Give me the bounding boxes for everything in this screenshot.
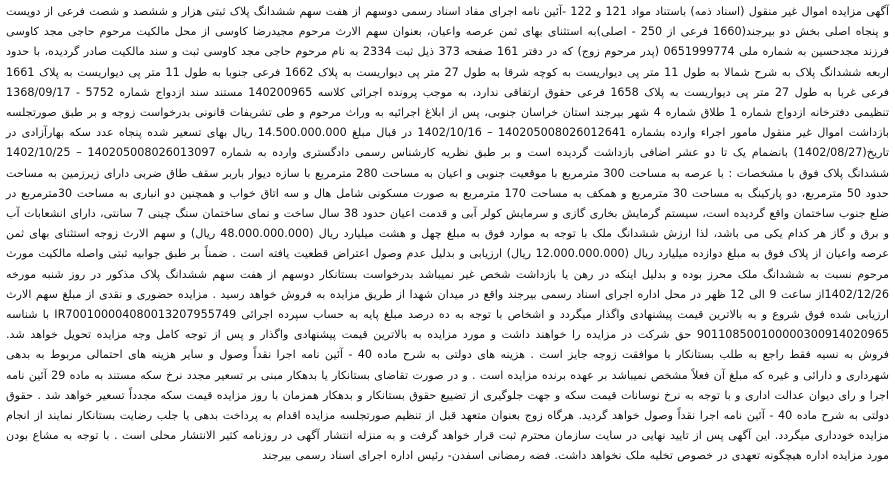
auction-notice-text: آگهی مزایده اموال غیر منقول (اسناد ذمه) باستناد مواد 121 و 122 -آئین نامه اجرای مفاد اسناد رسمی دوسهم از هفت سهم ششدانگ پلاک ثبتی هزار و ششصد و شصت فرعی از دویست و پنجاه اصلی بخش دو بیرجند(1660 فرعی از 250 - اصلی)به استثنای بهای ثمن عرصه واعیان، بعنوان سهم الارث مرحوم مجیدرضا کاوسی از محل مالکیت مرحوم حاجی مجد کاوسی فرزند مجدحسین به شماره ملی 0651999774 (پدر مرحوم زوج) که در دفتر 161 صفحه 373 ذیل ثبت 2334 به نام مرحوم حاجی مجد کاوسی ثبت و سند مالکیت صادر گردیده، با حدود اربعه ششدانگ پلاک به شرح شمالا به طول 11 متر پی دیواریست به کوچه شرقا به طول 27 متر پی دیواریست به پلاک 1662 فرعی جنوبا به طول 11 متر پی دیواریست به پلاک 1661 فرعی غربا به طول 27 متر پی دیواریست به پلاک 1658 فرعی حقوق ارتفاقی ندارد، به موجب پرونده اجرائی کلاسه 140200965 مستند سند ازدواج شماره 5752 - 1368/09/17 تنظیمی دفترخانه ازدواج شماره 1 طلاق شماره 4 شهر بیرجند استان خراسان جنوبی، پس از ابلاغ اجرائیه به وراث مرحوم و طی تشریفات قانونی بدرخواست زوجه و بر طبق صورتجلسه بازداشت اموال غیر منقول مامور اجراء وارده بشماره 140205008026012641 – 1402/10/16 در قبال مبلغ 14.500.000.000 ریال بهای تسعیر شده پنجاه عدد سکه بهارآزادی در تاریخ(1402/08/27) بانضمام یک تا دو عشر اضافی بازداشت گردیده است و بر طبق نظریه کارشناس رسمی دادگستری وارده به شماره 140205008026013097 – 1402/10/25 ششدانگ پلاک فوق با مشخصات : با عرصه به مساحت 300 مترمربع با موقعیت جنوبی و اعیان به مساحت 280 مترمربع با سازه دیوار باربر سقف طاق ضربی دارای زیرزمین به مساحت حدود 50 مترمربع، دو پارکینگ به مساحت 30 مترمربع و همکف به مساحت 170 مترمربع به صورت مسکونی شامل هال و سه اتاق خواب و همچنین دو انباری به مساحت 30مترمربع در ضلع جنوب ساختمان واقع گردیده است، سیستم گرمایش بخاری گازی و سرمایش کولر آبی و قدمت اعیان حدود 38 سال ساخت و نمای ساختمان سنگ چینی 7 سانتی، دارای انشعابات آب و برق و گاز هر کدام یکی می باشد، لذا ارزش ششدانگ ملک با توجه به موارد فوق به مبلغ چهل و هشت میلیارد ریال (48.000.000.000 ریال) و سهم الارث زوجه استثنای بهای ثمن عرصه واعیان از پلاک فوق به مبلغ دوازده میلیارد ریال (12.000.000.000 ریال) ارزیابی و بدلیل عدم وصول اعتراض قطعیت یافته است . ضمناً بر طبق جوابیه ثبتی واصله مالکیت مورث مرحوم نسبت به ششدانگ ملک محرز بوده و بدلیل اینکه در رهن یا بازداشت شخص غیر نمیباشد بدرخواست بستانکار دوسهم از هفت سهم ششدانگ پلاک مذکور در روز شنبه مورخه 1402/12/26از ساعت 9 الی 12 ظهر در محل اداره اجرای اسناد رسمی بیرجند واقع در میدان شهدا از طریق مزایده به فروش خواهد رسید . مزایده حضوری و نقدی از مبلغ سهم الارث ارزیابی شده فوق شروع و به بالاترین قیمت پیشنهادی واگذار میگردد و اشخاص با توجه به ده درصد مبلغ پایه به حساب سپرده اجرائی IR700100004080013207955749 با شناسه 901108500100000300914020965 حق شرکت در مزایده را خواهند داشت و مورد مزایده به بالاترین قیمت پیشنهادی واگذار و پس از توجه کامل وجه مزایده تحویل خواهد شد. فروش به نسیه فقط راجع به طلب بستانکار با موافقت زوجه جایز است . هزینه های دولتی به شرح ماده 40 - آئین نامه اجرا نقداً وصول و سایر هزینه های احتمالی مربوط به بدهی شهرداری و دارائی و غیره که مبلغ آن فعلاً مشخص نمیباشد بر عهده برنده مزایده است . و در صورت تقاضای بستانکار یا بدهکار مبنی بر تسعیر مجدد نرخ سکه مستند به ماده 29 آئین نامه اجرا و رای دیوان عدالت اداری و با توجه به نرخ نوسانات قیمت سکه و جهت جلوگیری از تضییع حقوق بستانکار و بدهکار همزمان با روز مزایده قیمت سکه مجدداً تسعیر خواهد شد . حقوق دولتی به شرح ماده 40 - آئین نامه اجرا نقداً وصول خواهد گردید. هرگاه زوج بعنوان متعهد قبل از تنظیم صورتجلسه مزایده اقدام به پرداخت بدهی یا جلب رضایت بستانکار نمایند از انجام مزایده خودداری میگردد. این آگهی پس از تایید نهایی در سایت سازمان محترم ثبت قرار خواهد گرفت و به منزله انتشار آگهی در روزنامه کثیر الانتشار محلی است . با توجه به مشاع بودن مورد مزایده اداره هیچگونه تعهدی در خصوص تخلیه ملک نخواهد داشت. فضه رمضانی اسفدن- رئیس اداره اجرای اسناد رسمی بیرجند bbox=[6, 5, 890, 463]
